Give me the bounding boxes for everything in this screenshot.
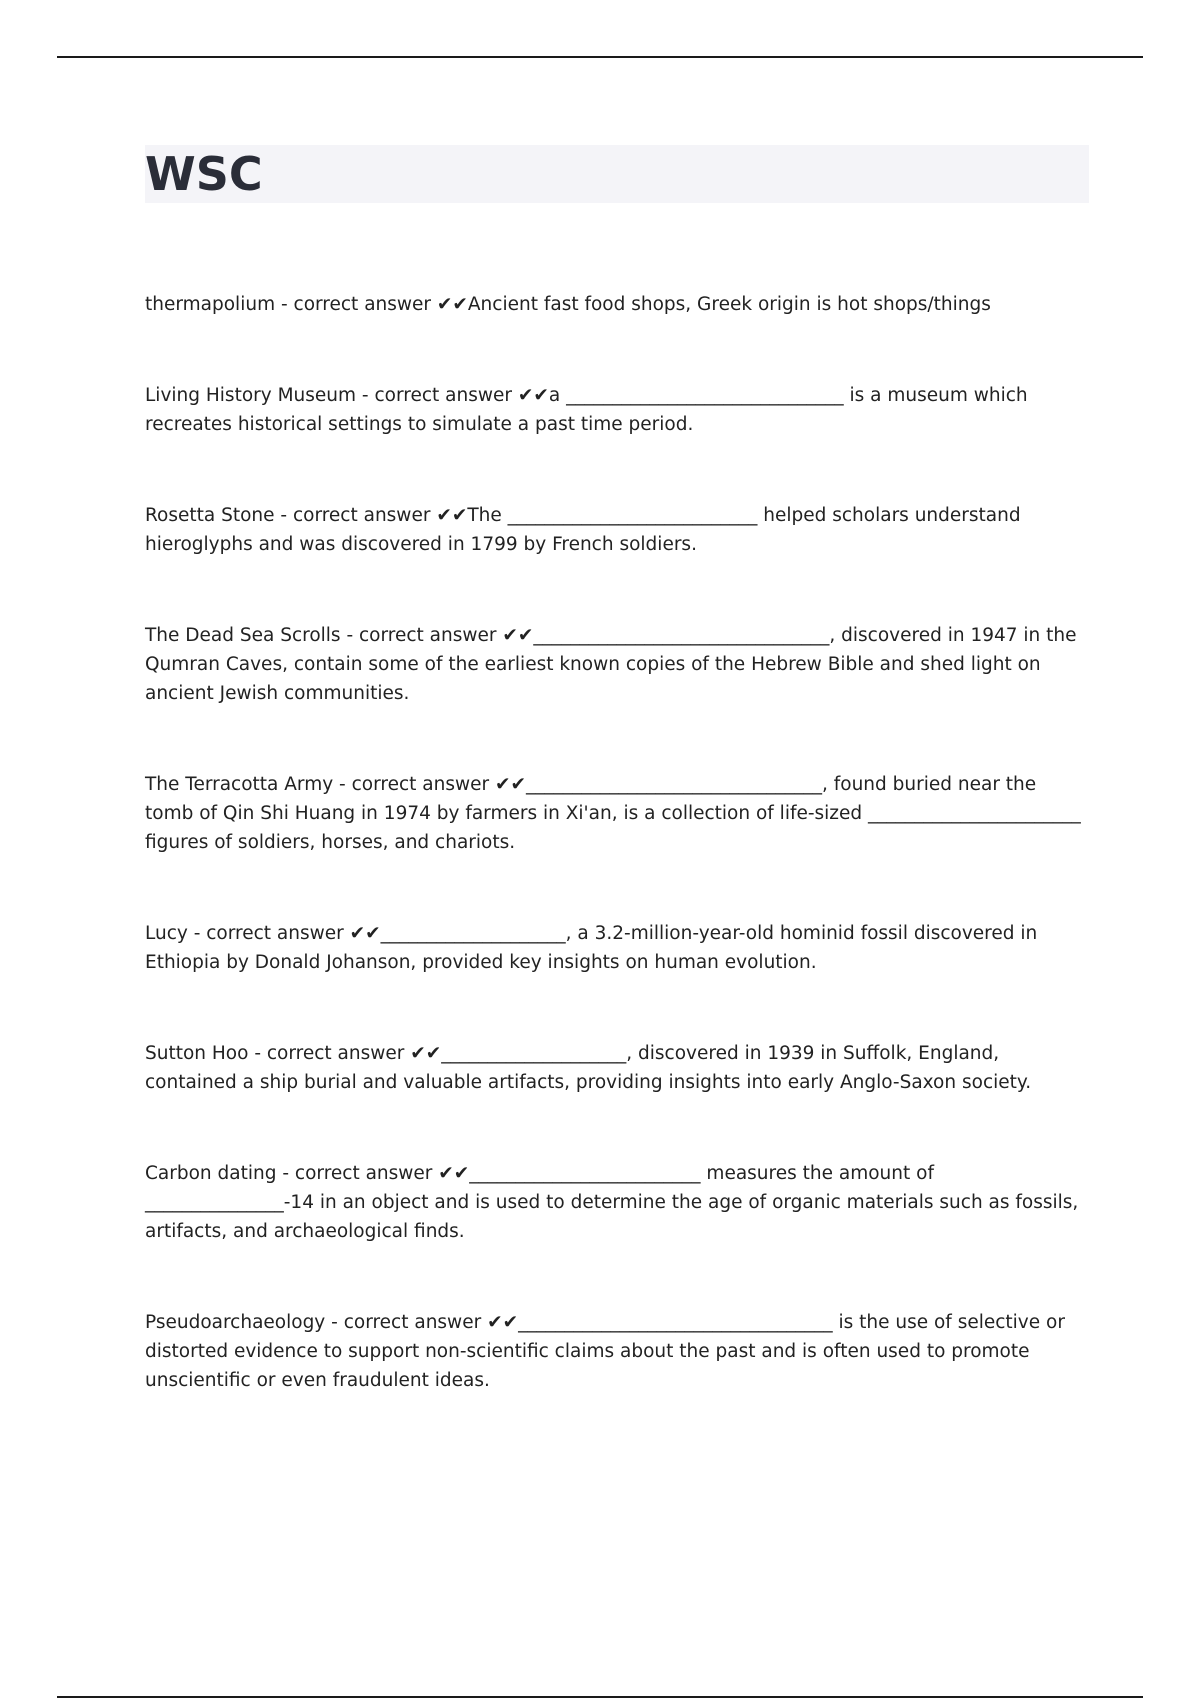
card-definition: a ______________________________ is a museum which recreates historical settings to simulate a past time period. <box>145 385 1028 435</box>
card-definition: ________________________________, found buried near the tomb of Qin Shi Huang in 1974 by farmers in Xi'an, is a collection of life-sized _______________________ figures of soldiers, horses, and chariots. <box>145 774 1081 853</box>
bottom-divider <box>57 1696 1143 1698</box>
card-definition: _________________________ measures the amount of _______________-14 in an object and is used to determine the age of organic materials such as fossils, artifacts, and archaeological finds. <box>145 1163 1079 1242</box>
double-check-icon: ✔✔ <box>487 1312 519 1333</box>
answer-separator: - correct answer <box>248 1043 411 1064</box>
flashcard-item <box>145 919 1085 977</box>
flashcard-item <box>145 290 1085 319</box>
flashcard-item <box>145 1159 1085 1246</box>
card-term: Sutton Hoo <box>145 1043 249 1064</box>
flashcard-item <box>145 1308 1085 1395</box>
card-term: Lucy <box>145 923 188 944</box>
card-term: Living History Museum <box>145 385 357 406</box>
top-divider <box>57 56 1143 58</box>
double-check-icon: ✔✔ <box>436 505 468 526</box>
answer-separator: - correct answer <box>276 1163 439 1184</box>
double-check-icon: ✔✔ <box>436 294 468 315</box>
card-definition: ____________________, discovered in 1939 in Suffolk, England, contained a ship burial and valuable artifacts, providing insights into early Anglo-Saxon society. <box>145 1043 1032 1093</box>
double-check-icon: ✔✔ <box>502 625 534 646</box>
flashcard-item <box>145 770 1085 857</box>
card-term: Carbon dating <box>145 1163 277 1184</box>
flashcard-list <box>145 290 1085 1395</box>
double-check-icon: ✔✔ <box>349 923 381 944</box>
answer-separator: - correct answer <box>275 294 437 315</box>
title-banner <box>145 145 1089 203</box>
card-definition: ________________________________, discovered in 1947 in the Qumran Caves, contain some of the earliest known copies of the Hebrew Bible and shed light on ancient Jewish communities. <box>145 625 1077 704</box>
card-definition: The ___________________________ helped scholars understand hieroglyphs and was discovered in 1799 by French soldiers. <box>145 505 1021 555</box>
double-check-icon: ✔✔ <box>494 774 526 795</box>
answer-separator: - correct answer <box>340 625 503 646</box>
card-term: Pseudoarchaeology <box>145 1312 326 1333</box>
card-term: Rosetta Stone <box>145 505 275 526</box>
flashcard-item <box>145 1039 1085 1097</box>
card-definition: ____________________, a 3.2-million-year-old hominid fossil discovered in Ethiopia by Donald Johanson, provided key insights on human evolution. <box>145 923 1038 973</box>
double-check-icon: ✔✔ <box>438 1163 470 1184</box>
answer-separator: - correct answer <box>333 774 495 795</box>
answer-separator: - correct answer <box>356 385 518 406</box>
double-check-icon: ✔✔ <box>410 1043 442 1064</box>
card-term: The Dead Sea Scrolls <box>145 625 341 646</box>
card-term: thermapolium <box>145 294 276 315</box>
answer-separator: - correct answer <box>325 1312 488 1333</box>
flashcard-item <box>145 501 1085 559</box>
page-title: WSC <box>145 147 263 201</box>
flashcard-item <box>145 381 1085 439</box>
flashcard-item <box>145 621 1085 708</box>
double-check-icon: ✔✔ <box>517 385 549 406</box>
card-term: The Terracotta Army <box>145 774 334 795</box>
answer-separator: - correct answer <box>187 923 350 944</box>
answer-separator: - correct answer <box>274 505 437 526</box>
card-definition: Ancient fast food shops, Greek origin is hot shops/things <box>467 294 991 315</box>
card-definition: __________________________________ is the use of selective or distorted evidence to support non-scientific claims about the past and is often used to promote unscientific or even fraudulent ideas. <box>145 1312 1065 1391</box>
